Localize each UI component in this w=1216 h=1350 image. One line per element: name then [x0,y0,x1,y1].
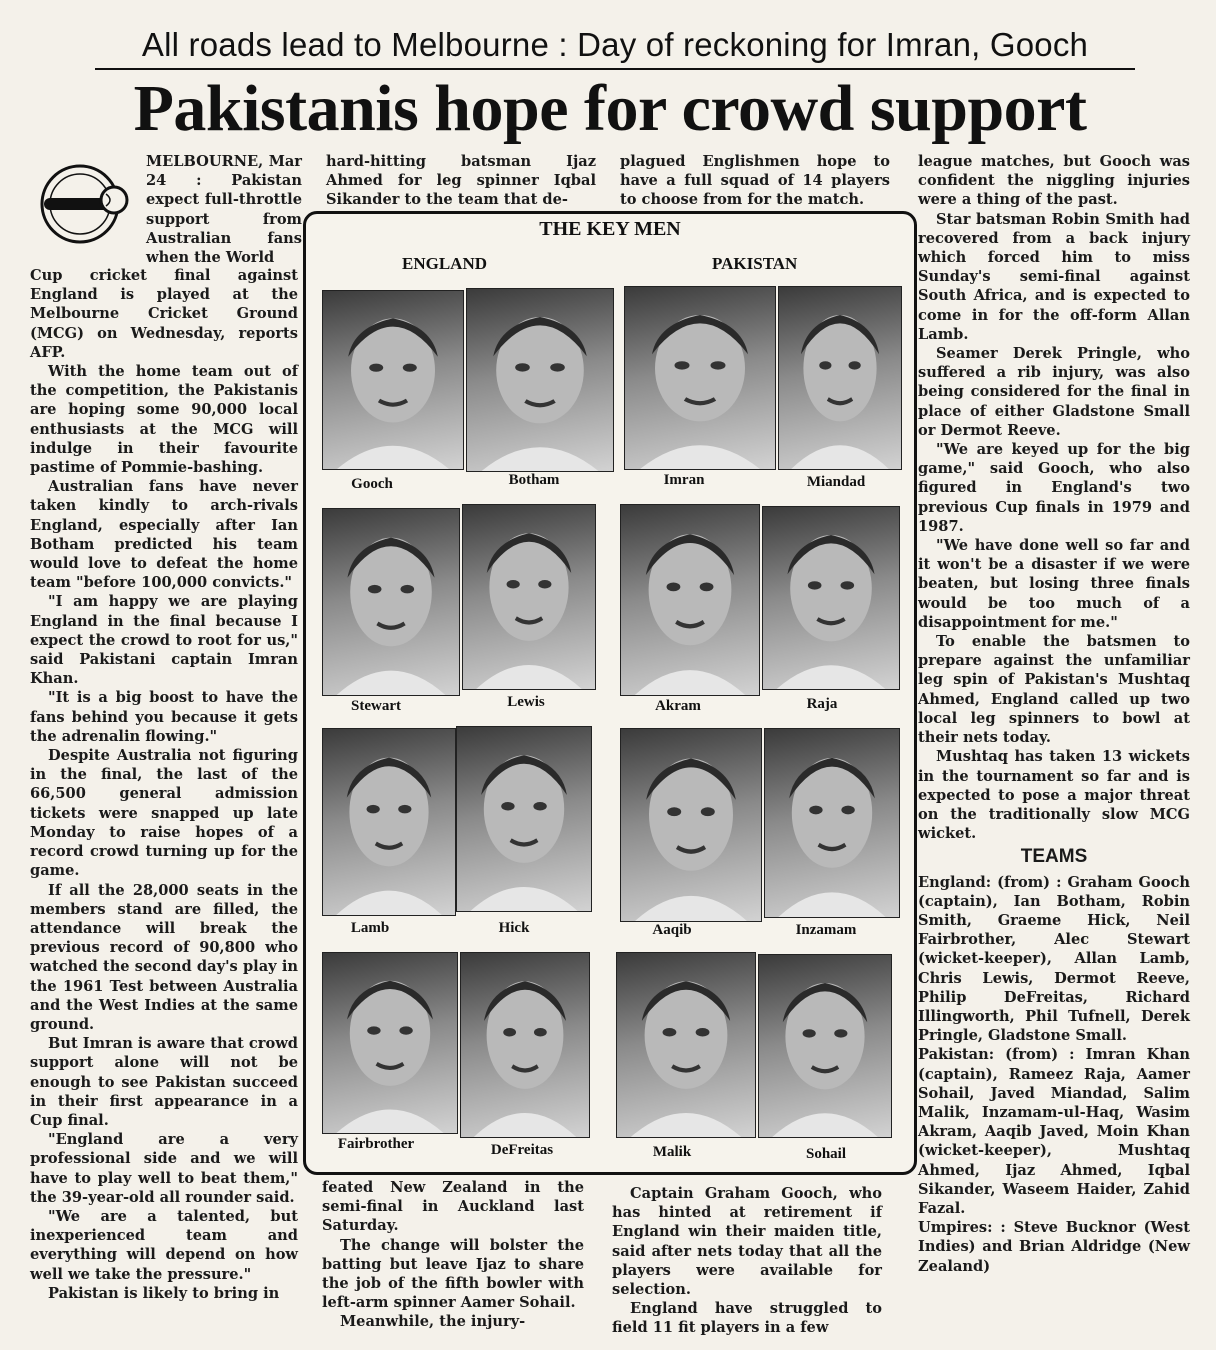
column-1 [30,266,298,1303]
col4-para: "We are keyed up for the big game," said Gooch, who also figured in England's two previous Cup finals in 1979 and 1987. [918,441,1190,535]
key-men-box [303,211,917,1175]
col2-para: The change will bolster the batting but leave Ijaz to share the job of the fifth bowler with left-arm spinner Aamer Sohail. [322,1236,584,1312]
col1-para: Australian fans have never taken kindly to arch-rivals England, especially after Ian Botham predicted his team would love to defeat the home team "before 100,000 convicts." [30,478,298,592]
column-3-top [620,152,890,210]
col4-para: Mushtaq has taken 13 wickets in the tournament so far and is expected to pose a major threat on the traditionally slow MCG wicket. [918,748,1190,843]
player-caption: Fairbrother [337,1136,415,1152]
kicker-headline: All roads lead to Melbourne : Day of reckoning for Imran, Gooch [95,22,1135,70]
player-photo-gooch [322,290,464,470]
col1-para: "It is a big boost to have the fans behind you because it gets the adrenalin flowing." [30,689,298,745]
column-3-bottom [612,1184,882,1338]
col1-para: "We are a talented, but inexperienced team and everything will depend on how well we take the pressure." [30,1207,298,1283]
lead-paragraph-start [146,152,302,267]
player-caption: Malik [652,1144,692,1160]
col4-para: To enable the batsmen to prepare against the unfamiliar leg spin of Pakistan's Mushtaq Ahmed, England called up two local leg spinners to bowl at their nets today. [918,633,1190,747]
col4-para: Seamer Derek Pringle, who suffered a rib injury, was also being considered for the final in place of either Gladstone Small or Dermot Reeve. [918,345,1190,439]
player-caption: DeFreitas [490,1142,554,1158]
umpires-label: Umpires: [918,1219,993,1237]
player-photo-akram [620,504,760,696]
pakistan-squad [918,1045,1190,1218]
player-photo-lamb [322,728,456,916]
player-photo-imran [624,286,776,470]
col1-para: But Imran is aware that crowd support alone will not be enough to see Pakistan succeed in their first appearance in a Cup final. [30,1035,298,1129]
pakistan-squad-label: Pakistan: [918,1046,995,1064]
player-caption: Stewart [351,698,401,714]
key-men-title: THE KEY MEN [539,218,681,240]
england-squad-label: England: [918,873,992,891]
player-caption: Lewis [507,694,545,710]
col4-para: league matches, but Gooch was confident the niggling injuries were a thing of the past. [918,153,1190,209]
umpires-list: : Steve Bucknor (West Indies) and Brian Aldridge (New Zealand) [918,1219,1190,1275]
col1-para: If all the 28,000 seats in the members stand are filled, the attendance will break the previous record of 90,800 who watched the second day's play in the 1961 Test between Australia and the West Indies at the same ground. [30,881,298,1033]
england-squad-list: (from) : Graham Gooch (captain), Ian Botham, Robin Smith, Graeme Hick, Neil Fairbrother, Alec Stewart (wicket-keeper), Allan Lamb, Chris Lewis, Dermot Reeve, Philip DeFreitas, Richard Illingworth, Phil Tufnell, Derek Pringle, Gladstone Small. [918,873,1190,1045]
player-caption: Gooch [351,476,393,492]
player-caption: Sohail [805,1146,847,1162]
teams-heading: TEAMS [1020,846,1088,868]
player-photo-inzamam [764,728,900,918]
lead-text-a: Pakistan expect full-throttle support from Australian fans when the World [146,172,302,267]
player-photo-botham [466,288,614,472]
col3-para: England have struggled to field 11 fit players in a few [612,1300,882,1337]
col1-para: With the home team out of the competition, the Pakistanis are hoping some 90,000 local enthusiasts at the MCG will indulge in their favourite pastime of Pommie-bashing. [30,363,298,477]
col1-para: "England are a very professional side and we will have to play well to beat them," the 39-year-old all rounder said. [30,1131,298,1206]
player-caption: Raja [806,696,838,712]
col1-para: Despite Australia not figuring in the final, the last of the 66,500 general admission tickets were snapped up late Monday to raise hopes of a record crowd turning up for the game. [30,747,298,880]
player-photo-defreitas [460,952,590,1138]
col4-para: "We have done well so far and it won't be a disaster if we were beaten, but losing three finals would be too much of a disappointment for me." [918,537,1190,631]
col1-para: "I am happy we are playing England in the final because I expect the crowd to root for us," said Pakistani captain Imran Khan. [30,593,298,688]
column-4 [918,152,1190,1276]
pakistan-squad-list: (from) : Imran Khan (captain), Rameez Raja, Aamer Sohail, Javed Miandad, Salim Malik, Inzamam-ul-Haq, Wasim Akram, Aaqib Javed, Moin Khan (wicket-keeper), Mushtaq Ahmed, Ijaz Ahmed, Iqbal Sikander, Waseem Haider, Zahid Fazal. [918,1046,1190,1217]
col3-top-text: plagued Englishmen hope to have a full squad of 14 players to choose from for the match. [620,153,890,209]
world-cup-logo [36,160,136,248]
player-caption: Lamb [350,920,390,936]
player-photo-miandad [778,286,902,470]
dateline: MELBOURNE, Mar 24 : [146,153,302,190]
column-2-top [326,152,596,210]
player-caption: Akram [655,698,701,714]
col4-para: Star batsman Robin Smith had recovered from a back injury which forced him to miss Sunday's semi-final against South Africa, and is expected to come in for the off-form Allan Lamb. [918,210,1190,343]
player-caption: Hick [498,920,530,936]
player-photo-hick [456,726,592,912]
england-label: ENGLAND [402,254,488,273]
england-squad [918,873,1190,1046]
player-caption: Miandad [806,474,866,490]
player-photo-raja [762,506,900,690]
player-photo-fairbrother [322,952,458,1134]
player-photo-aaqib [620,728,762,922]
player-caption: Botham [508,472,560,488]
col2-para: feated New Zealand in the semi-final in Auckland last Saturday. [322,1179,584,1235]
pakistan-label: PAKISTAN [712,254,798,273]
player-caption: Imran [663,472,705,488]
main-headline: Pakistanis hope for crowd support [133,72,1087,145]
player-caption: Aaqib [652,922,692,938]
column-2-bottom [322,1178,584,1332]
lead-text-b: Cup cricket final against England is played at the Melbourne Cricket Ground (MCG) on Wednesday, reports AFP. [30,267,298,361]
player-caption: Inzamam [795,922,857,938]
umpires [918,1218,1190,1276]
col1-para: Pakistan is likely to bring in [48,1284,280,1302]
player-photo-sohail [758,954,892,1138]
col2-para: Meanwhile, the injury- [340,1313,526,1331]
player-photo-stewart [322,508,460,696]
col3-para: Captain Graham Gooch, who has hinted at retirement if England win their maiden title, said after nets today that all the players were available for selection. [612,1185,882,1299]
col2-top-text: hard-hitting batsman Ijaz Ahmed for leg spinner Iqbal Sikander to the team that de- [326,153,596,209]
player-photo-malik [616,952,756,1138]
player-photo-lewis [462,504,596,690]
